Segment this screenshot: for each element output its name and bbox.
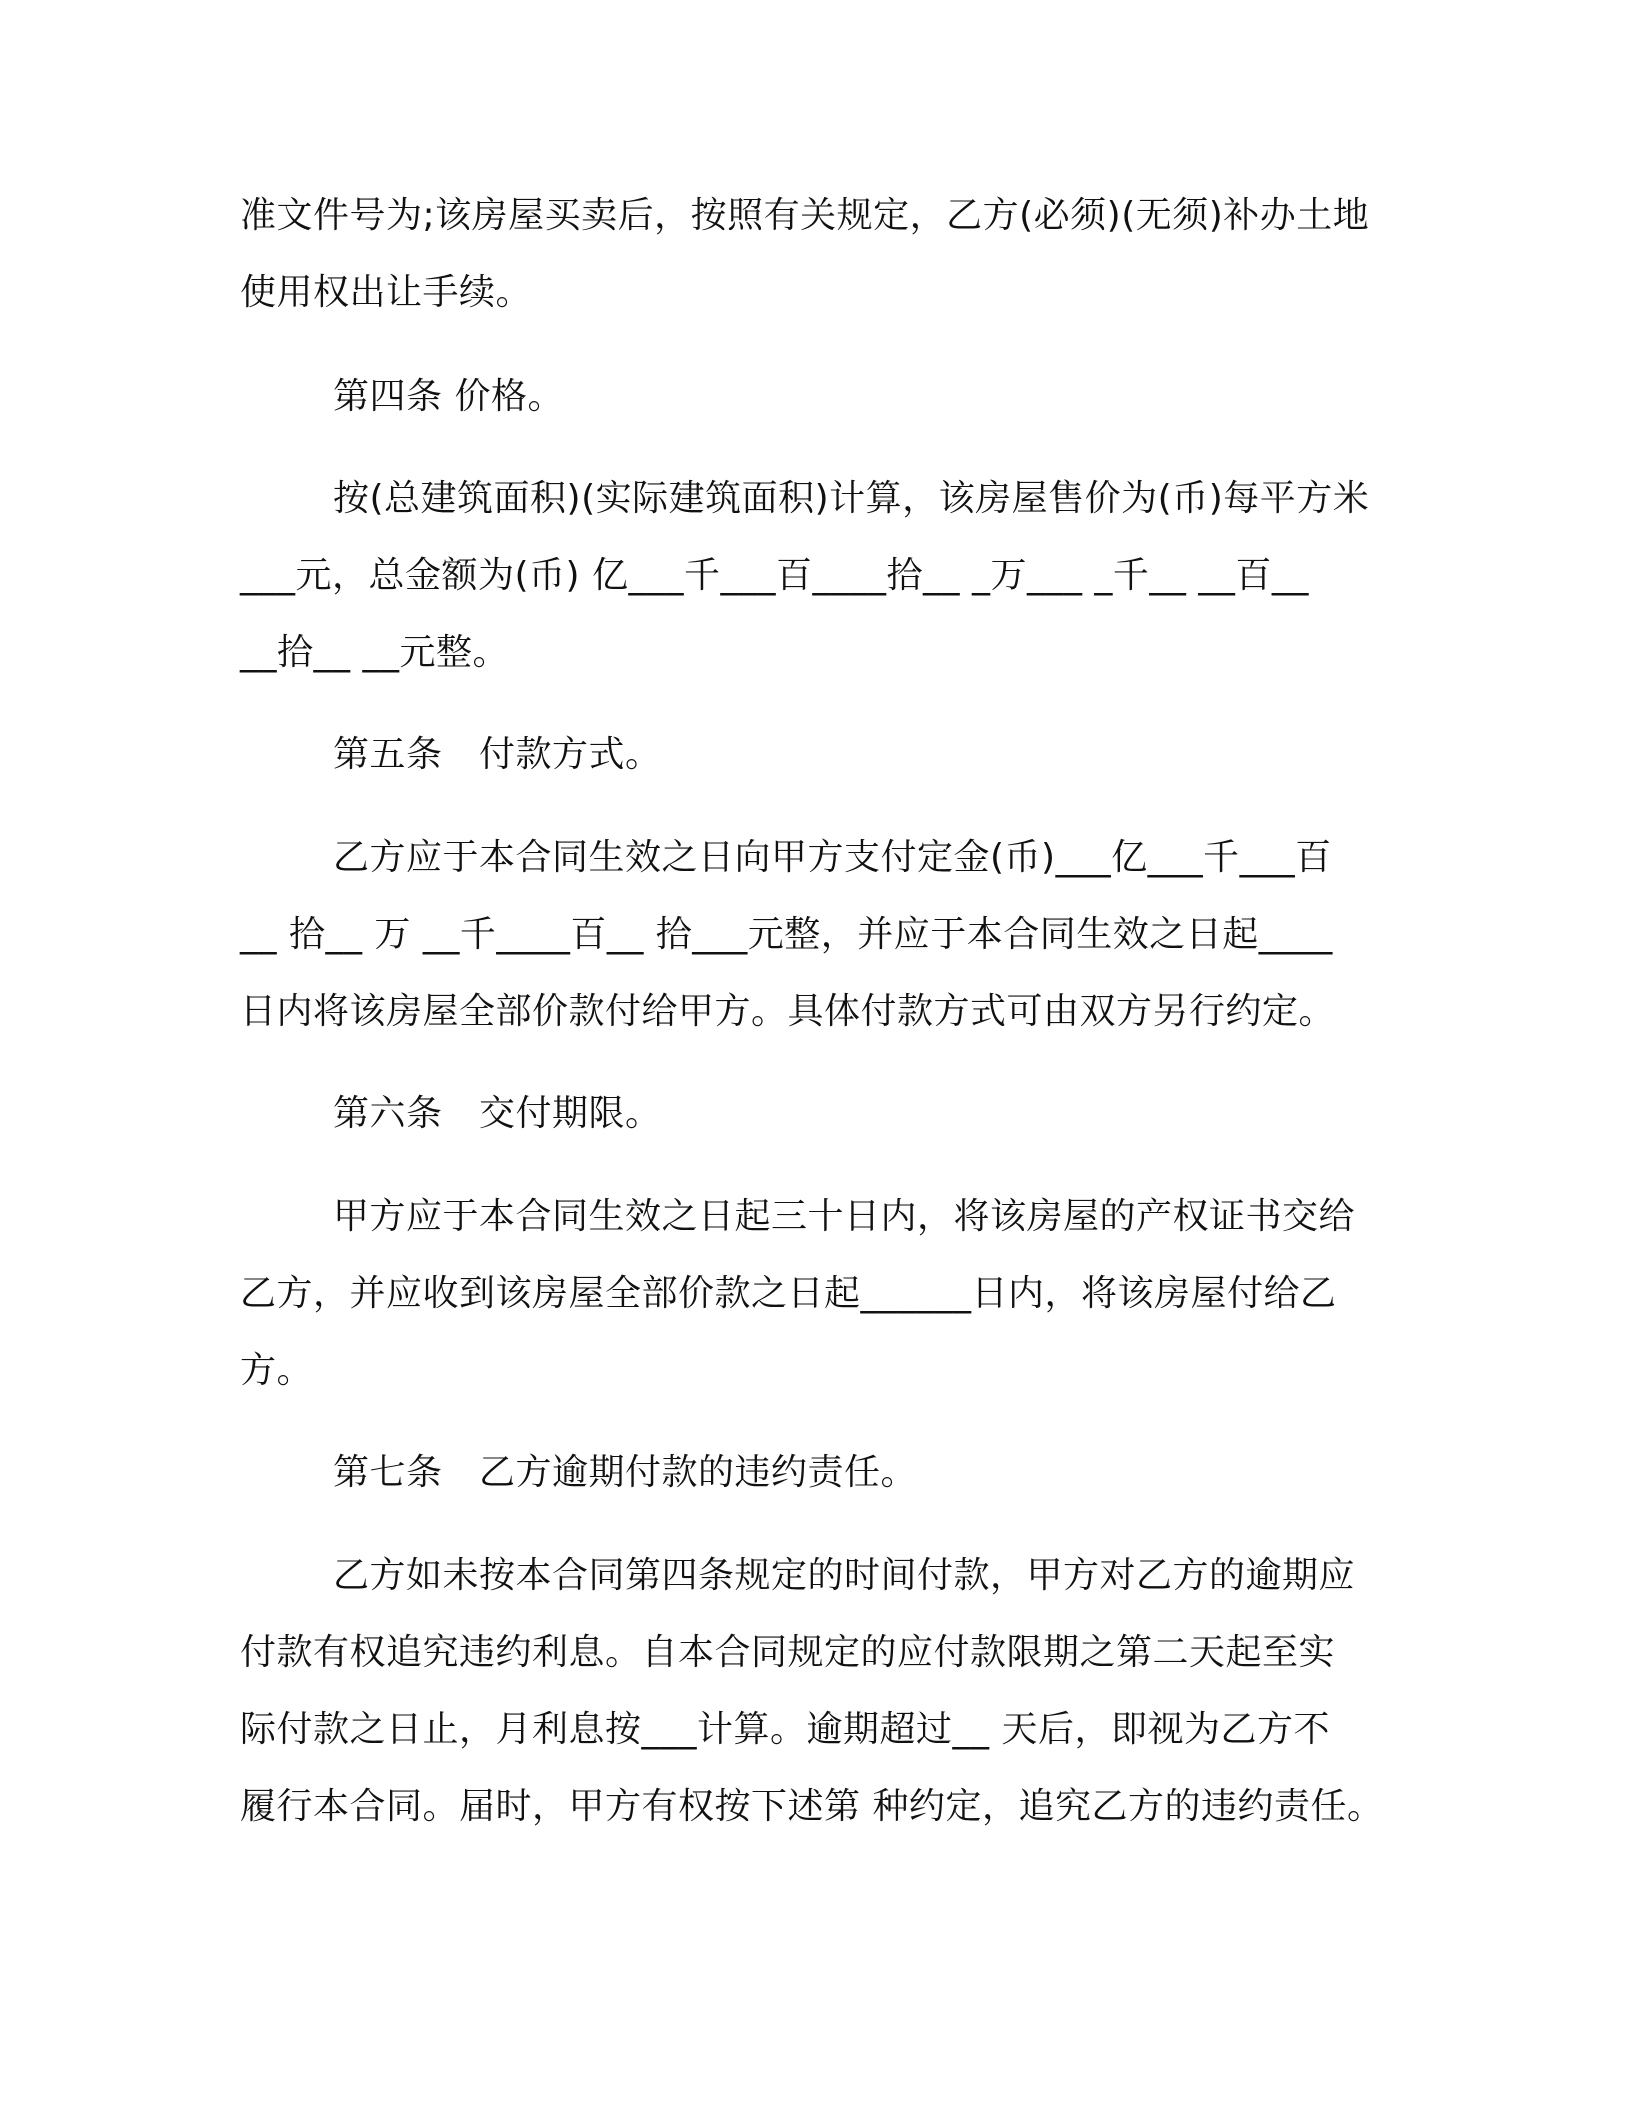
section-heading: 第六条 交付期限。 [333,1093,662,1134]
text-line: __ 拾__ 万 __千____百__ 拾___元整，并应于本合同生效之日起____ [240,914,1333,955]
text-line: 日内将该房屋全部价款付给甲方。具体付款方式可由双方另行约定。 [240,991,1336,1032]
section-heading: 第四条 价格。 [333,376,564,417]
text-line: ___元，总金额为(币) 亿___千___百____拾__ _万___ _千__ __百__ [240,555,1309,596]
text-line: __拾__ __元整。 [240,632,509,673]
text-line: 履行本合同。届时，甲方有权按下述第 种约定，追究乙方的违约责任。 [240,1786,1384,1827]
text-line: 使用权出让手续。 [240,272,533,313]
section-heading: 第五条 付款方式。 [333,734,662,775]
text-line: 按(总建筑面积)(实际建筑面积)计算，该房屋售价为(币)每平方米 [333,478,1370,519]
text-line: 乙方应于本合同生效之日向甲方支付定金(币)___亿___千___百 [333,837,1332,878]
text-line: 乙方，并应收到该房屋全部价款之日起______日内，将该房屋付给乙 [240,1273,1337,1314]
section-heading: 第七条 乙方逾期付款的违约责任。 [333,1452,918,1493]
text-line: 准文件号为;该房屋买卖后，按照有关规定，乙方(必须)(无须)补办土地 [240,195,1370,236]
text-line: 方。 [240,1350,314,1391]
text-line: 甲方应于本合同生效之日起三十日内，将该房屋的产权证书交给 [333,1196,1356,1237]
text-line: 际付款之日止，月利息按___计算。逾期超过__ 天后，即视为乙方不 [240,1709,1330,1750]
text-line: 乙方如未按本合同第四条规定的时间付款，甲方对乙方的逾期应 [333,1555,1356,1596]
text-line: 付款有权追究违约利息。自本合同规定的应付款限期之第二天起至实 [240,1632,1336,1673]
